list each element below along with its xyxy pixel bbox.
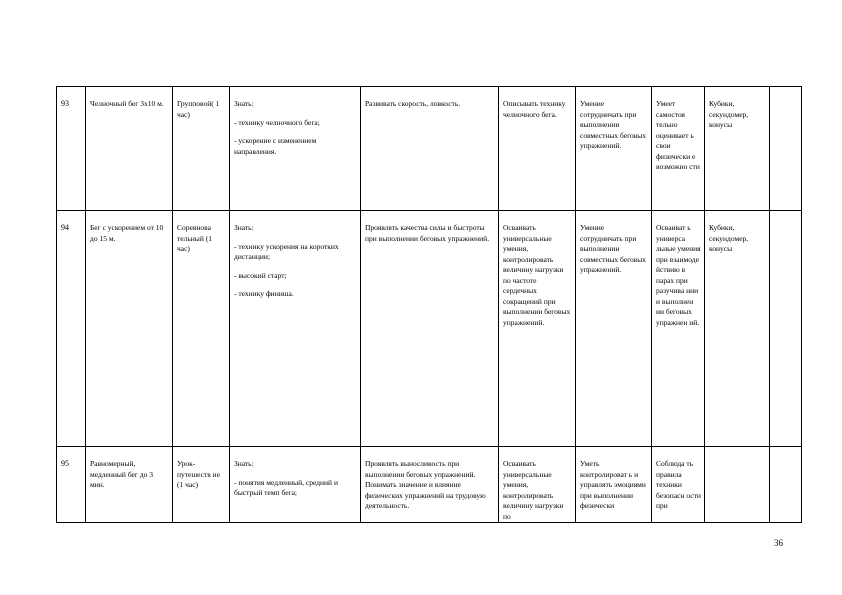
equipment: Кубики, секундомер, конусы bbox=[705, 211, 770, 447]
content-title: Знать: bbox=[234, 223, 254, 232]
content-item: - высокий старт; bbox=[234, 270, 287, 280]
row-number: 94 bbox=[57, 211, 86, 447]
table-row bbox=[57, 211, 802, 447]
empty-cell bbox=[770, 211, 802, 447]
lesson-type: Групповой( 1 час) bbox=[173, 87, 230, 211]
lesson-plan-table bbox=[56, 86, 802, 523]
lesson-topic: Бег с ускорением от 10 до 15 м. bbox=[86, 211, 173, 447]
subject-results: Описывать технику челночного бега. bbox=[499, 87, 576, 211]
row-number: 93 bbox=[57, 87, 86, 211]
subject-results: Осваивать универсальные умения, контролировать величину нагрузки по частоте сердечных сокращений при выполнении беговых упражнений. bbox=[499, 211, 576, 447]
personal-results: Соблюда ть правила техники безопасн ости при bbox=[652, 447, 705, 523]
lesson-type: Соревнова тельный (1 час) bbox=[173, 211, 230, 447]
personal-results: Осваиват ь универса льные умения при взаимоде йствию в парах при разучива нии и выполнен ии беговых упражнен ий. bbox=[652, 211, 705, 447]
equipment: Кубики, секундомер, конусы bbox=[705, 87, 770, 211]
table-row bbox=[57, 447, 802, 523]
communicative-results: Умение сотрудничать при выполнении совместных беговых упражнений. bbox=[576, 211, 652, 447]
table-row bbox=[57, 87, 802, 211]
lesson-type: Урок-путешеств ие (1 час) bbox=[173, 447, 230, 523]
content-title: Знать: bbox=[234, 459, 254, 468]
page-number: 36 bbox=[774, 538, 783, 548]
lesson-tasks: Проявлять выносливость при выполнении беговых упражнений. Понимать значение и влияние физических упражнений на трудовую деятельность. bbox=[361, 447, 499, 523]
content-item: - технику финиша. bbox=[234, 289, 294, 298]
content-title: Знать: bbox=[234, 99, 254, 108]
lesson-content bbox=[230, 447, 361, 523]
empty-cell bbox=[770, 447, 802, 523]
lesson-content bbox=[230, 87, 361, 211]
content-item: - технику челночного бега; bbox=[234, 117, 320, 127]
communicative-results: Уметь контролироват ь и управлять эмоциями при выполнении физически bbox=[576, 447, 652, 523]
lesson-tasks: Развивать скорость, ловкость. bbox=[361, 87, 499, 211]
equipment bbox=[705, 447, 770, 523]
row-number: 95 bbox=[57, 447, 86, 523]
content-item: - понятия медленный, средний и быстрый темп бега; bbox=[234, 477, 338, 497]
content-item: - технику ускорения на коротких дистанции; bbox=[234, 241, 339, 261]
empty-cell bbox=[770, 87, 802, 211]
subject-results: Осваивать универсальные умения, контролировать величину нагрузки по bbox=[499, 447, 576, 523]
lesson-tasks: Проявлять качества силы и быстроты при выполнении беговых упражнений. bbox=[361, 211, 499, 447]
personal-results: Умеет самостоя тельно оценивает ь свои физически е возможно сти bbox=[652, 87, 705, 211]
content-item: - ускорение с изменением направления. bbox=[234, 136, 317, 156]
lesson-topic: Челночный бег 3х10 м. bbox=[86, 87, 173, 211]
lesson-topic: Равномерный, медленный бег до 3 мин. bbox=[86, 447, 173, 523]
lesson-content bbox=[230, 211, 361, 447]
communicative-results: Умение сотрудничать при выполнении совместных беговых упражнений. bbox=[576, 87, 652, 211]
